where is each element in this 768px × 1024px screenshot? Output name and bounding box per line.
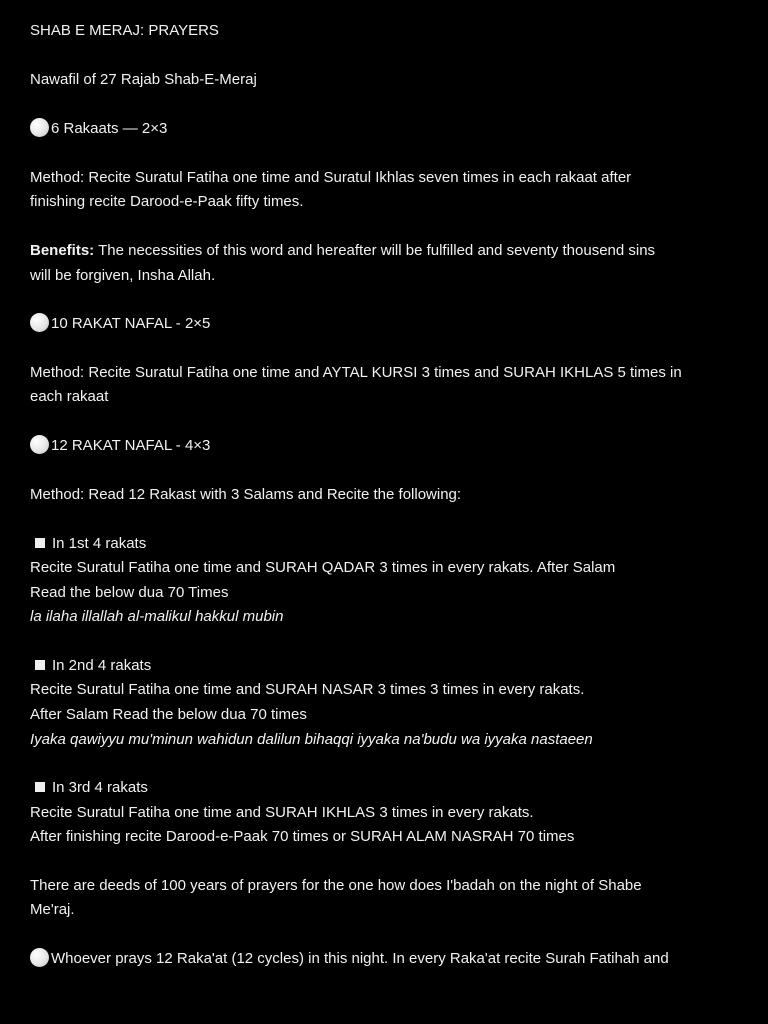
section3-heading-text: 12 RAKAT NAFAL - 4×3 — [51, 437, 211, 454]
part2-heading — [30, 654, 151, 678]
white-circle-icon — [30, 118, 49, 137]
section3-method: Method: Read 12 Rakast with 3 Salams and Recite the following: — [30, 486, 462, 503]
document-subtitle: Nawafil of 27 Rajab Shab-E-Meraj — [30, 71, 257, 88]
white-square-icon — [35, 782, 45, 792]
part2-line1: Recite Suratul Fatiha one time and SURAH NASAR 3 times 3 times in every rakats. — [30, 681, 585, 698]
section1-method-line2: finishing recite Darood-e-Paak fifty times. — [30, 193, 304, 210]
document-title: SHAB E MERAJ: PRAYERS — [30, 22, 219, 39]
part3-heading — [30, 776, 148, 800]
part1-dua: la ilaha illallah al-malikul hakkul mubin — [30, 608, 284, 625]
part2-dua: Iyaka qawiyyu mu'minun wahidun dalilun bihaqqi iyyaka na'budu wa iyyaka nastaeen — [30, 731, 593, 748]
section2-heading-text: 10 RAKAT NAFAL - 2×5 — [51, 315, 211, 332]
white-circle-icon — [30, 313, 49, 332]
deeds-line2: Me'raj. — [30, 901, 75, 918]
section1-method-line1: Method: Recite Suratul Fatiha one time and Suratul Ikhlas seven times in each rakaat after — [30, 169, 632, 186]
benefits-text: The necessities of this word and hereafter will be fulfilled and seventy thousend sins — [94, 242, 656, 259]
part2-heading-text: In 2nd 4 rakats — [52, 657, 152, 674]
part1-heading — [30, 532, 146, 556]
last-paragraph — [30, 947, 669, 971]
white-square-icon — [35, 538, 45, 548]
white-circle-icon — [30, 435, 49, 454]
part1-line2: Read the below dua 70 Times — [30, 584, 229, 601]
section3-heading — [30, 434, 210, 458]
section1-heading — [30, 117, 167, 141]
white-square-icon — [35, 660, 45, 670]
deeds-line1: There are deeds of 100 years of prayers for the one how does I'badah on the night of Shabe — [30, 877, 642, 894]
section1-heading-text: 6 Rakaats — 2×3 — [51, 120, 168, 137]
part1-line1: Recite Suratul Fatiha one time and SURAH QADAR 3 times in every rakats. After Salam — [30, 559, 616, 576]
part1-heading-text: In 1st 4 rakats — [52, 535, 147, 552]
benefits-label: Benefits: — [30, 242, 95, 259]
part3-line1: Recite Suratul Fatiha one time and SURAH IKHLAS 3 times in every rakats. — [30, 804, 534, 821]
part3-heading-text: In 3rd 4 rakats — [52, 779, 148, 796]
last-paragraph-text: Whoever prays 12 Raka'at (12 cycles) in this night. In every Raka'at recite Surah Fatihah and — [51, 950, 669, 967]
part3-line2: After finishing recite Darood-e-Paak 70 times or SURAH ALAM NASRAH 70 times — [30, 828, 575, 845]
section2-method-line2: each rakaat — [30, 388, 109, 405]
section1-benefits-line2: will be forgiven, Insha Allah. — [30, 267, 216, 284]
white-circle-icon — [30, 948, 49, 967]
section2-heading — [30, 312, 210, 336]
section1-benefits-line1 — [30, 239, 655, 263]
part2-line2: After Salam Read the below dua 70 times — [30, 706, 307, 723]
section2-method-line1: Method: Recite Suratul Fatiha one time and AYTAL KURSI 3 times and SURAH IKHLAS 5 times in — [30, 364, 682, 381]
